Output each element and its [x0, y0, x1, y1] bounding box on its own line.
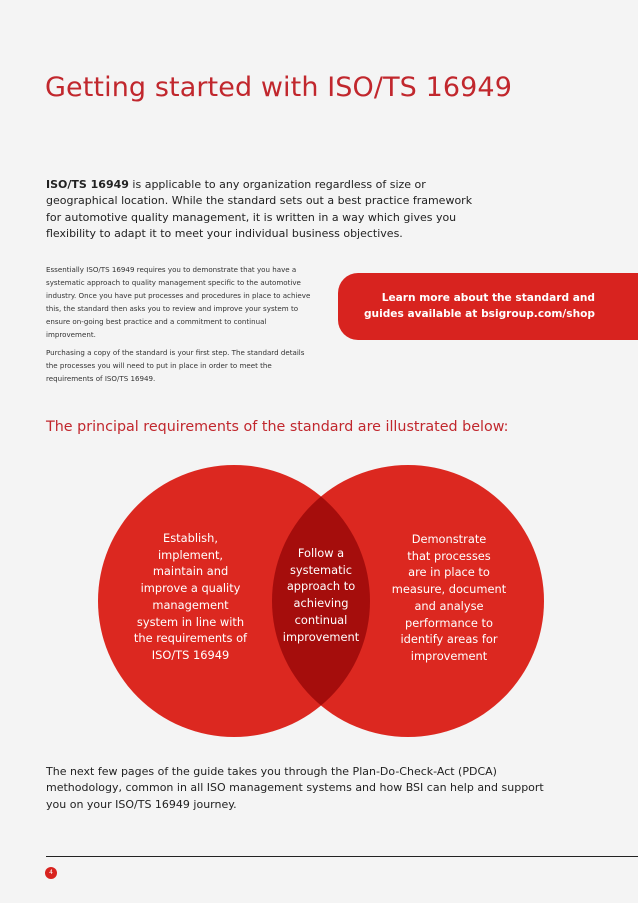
banner-text: [338, 291, 595, 322]
page-title: Getting started with ISO/TS 16949: [45, 72, 512, 103]
shop-banner[interactable]: [338, 273, 638, 340]
venn-right-text: Demonstrate that processes are in place to measure, document and analyse performance to identify areas for improvement: [391, 532, 507, 663]
banner-line-2-prefix: guides available at: [363, 307, 482, 320]
venn-diagram: [98, 465, 544, 737]
body-paragraph-2: Purchasing a copy of the standard is your first step. The standard details the processes you will need to put in place in order to meet the requirements of ISO/TS 16949.: [46, 348, 305, 383]
banner-line-1: Learn more about the standard and: [381, 292, 595, 304]
body-paragraph-1: Essentially ISO/TS 16949 requires you to demonstrate that you have a systematic approach to quality management specific to the automotive industry. Once you have put processes and procedures in place to achieve this, the standard then asks you to review and improve your system to ensure on-going best practice and a commitment to continual improvement.: [46, 265, 311, 339]
banner-shop-link[interactable]: bsigroup.com/shop: [481, 307, 595, 320]
requirements-heading: The principal requirements of the standard are illustrated below:: [46, 419, 509, 435]
outro-paragraph: The next few pages of the guide takes you through the Plan-Do-Check-Act (PDCA) methodology, common in all ISO management systems and how BSI can help and support you on your ISO/TS 16949 journey.: [46, 765, 544, 811]
page-number-badge: 4: [45, 867, 57, 879]
footer-rule: [46, 856, 638, 857]
venn-left-text: Establish, implement, maintain and improve a quality management system in line with the requirements of ISO/TS 16949: [133, 531, 248, 662]
intro-bold-lead: ISO/TS 16949: [46, 178, 129, 191]
intro-paragraph: [46, 177, 486, 242]
venn-center-text: Follow a systematic approach to achieving continual improvement: [282, 546, 360, 644]
intro-text: is applicable to any organization regardless of size or geographical location. While the standard sets out a best practice framework for automotive quality management, it is written in a way which gives you flexibility to adapt it to meet your individual business objectives.: [46, 178, 473, 240]
